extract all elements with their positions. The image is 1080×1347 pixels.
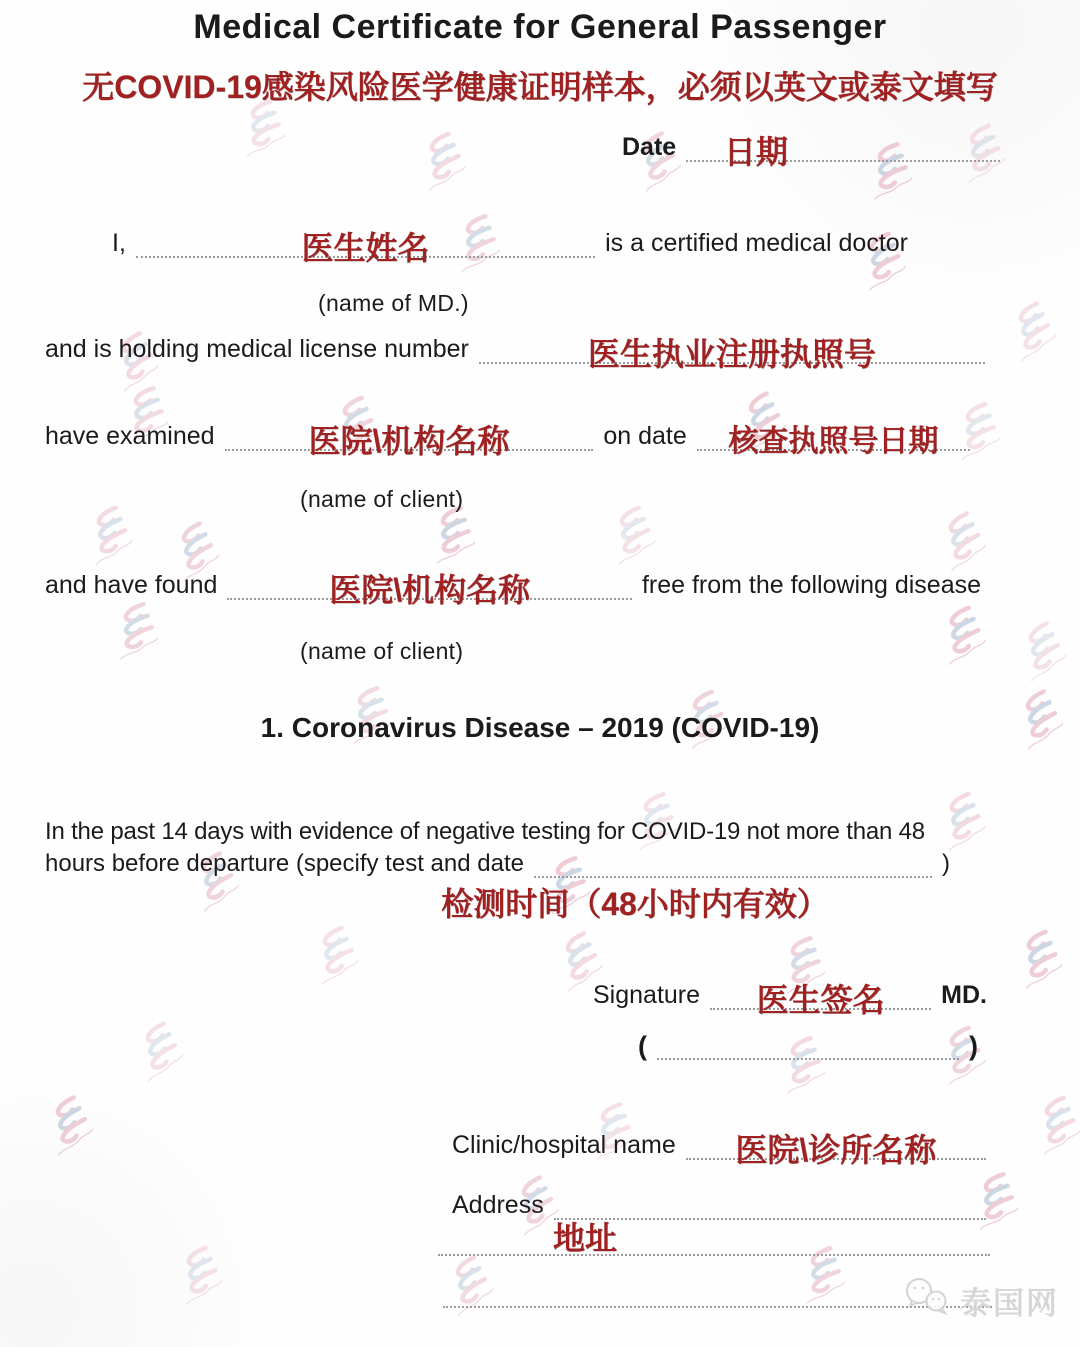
signature-label: Signature: [593, 981, 701, 1010]
signature-paren-row: [638, 1030, 978, 1060]
doctor-name-fill-line: [136, 216, 595, 266]
signature-name-fill-line: [657, 1030, 959, 1060]
license-number-annotation: 医生执业注册执照号: [587, 336, 876, 372]
clinic-annotation: 医院\诊所名称: [735, 1132, 937, 1168]
address-label: Address: [452, 1191, 544, 1220]
footer-logo: [902, 1274, 1072, 1326]
name-of-client-caption-2: (name of client): [300, 638, 464, 664]
doctor-row-prefix: I,: [112, 229, 126, 258]
close-paren: ): [969, 1031, 978, 1061]
found-row-label: and have found: [45, 571, 218, 600]
chat-bubbles-icon: [902, 1276, 954, 1325]
found-name-fill-line: [227, 558, 632, 608]
examined-row-label: have examined: [45, 422, 215, 451]
signature-fill-line: [710, 968, 931, 1018]
examined-name-fill-line: [225, 409, 594, 459]
examined-name-annotation: 医院\机构名称: [308, 423, 510, 459]
found-row: [45, 558, 981, 608]
watermark-swirl-logo: [1030, 1092, 1080, 1158]
watermark-swirl-logo: [1012, 926, 1068, 992]
test-date-fill-line: [534, 846, 932, 878]
date-label: Date: [622, 133, 677, 162]
watermark-swirl-logo: [442, 1252, 498, 1318]
examined-row: [45, 409, 970, 459]
paragraph-line-1: In the past 14 days with evidence of negative testing for COVID-19 not more than 48: [45, 818, 925, 845]
watermark-swirl-logo: [1005, 298, 1061, 364]
address-row: [452, 1178, 986, 1220]
section-heading-covid: 1. Coronavirus Disease – 2019 (COVID-19): [260, 712, 820, 743]
watermark-swirl-logo: [132, 1018, 188, 1084]
name-of-md-caption: (name of MD.): [318, 290, 469, 316]
on-date-label: on date: [603, 422, 687, 451]
test-time-annotation: 检测时间（48小时内有效）: [441, 886, 829, 922]
watermark-swirl-logo: [935, 788, 991, 854]
watermark-swirl-logo: [1015, 618, 1071, 684]
examined-date-annotation: 核查执照号日期: [728, 425, 939, 458]
subtitle-chinese: 无COVID-19感染风险医学健康证明样本，必须以英文或泰文填写: [82, 69, 998, 105]
watermark-swirl-logo: [935, 602, 991, 668]
paragraph-close-paren: ): [942, 850, 950, 878]
watermark-swirl-logo: [415, 128, 471, 194]
open-paren: (: [638, 1031, 647, 1061]
watermark-swirl-logo: [308, 922, 364, 988]
license-number-row: [45, 322, 985, 372]
clinic-fill-line: [686, 1118, 986, 1168]
watermark-swirl-logo: [42, 1092, 98, 1158]
watermark-swirl-logo: [172, 1242, 228, 1308]
address-annotation: 地址: [553, 1220, 618, 1256]
license-row-label: and is holding medical license number: [45, 335, 469, 364]
document-title: Medical Certificate for General Passenger: [193, 8, 887, 46]
examined-date-fill-line: [697, 409, 970, 458]
md-label: MD.: [941, 981, 987, 1010]
date-row: [622, 120, 1000, 170]
doctor-name-row: [112, 216, 908, 266]
address-extra-line-1: [438, 1254, 990, 1256]
doctor-row-suffix: is a certified medical doctor: [605, 229, 908, 258]
watermark-swirl-logo: [108, 598, 164, 664]
signature-row: [593, 968, 987, 1018]
date-annotation: 日期: [723, 134, 788, 170]
date-fill-line: [686, 120, 1000, 170]
found-name-annotation: 医院\机构名称: [329, 572, 531, 608]
signature-annotation: 医生签名: [756, 982, 885, 1018]
found-row-suffix: free from the following disease: [641, 571, 981, 600]
name-of-client-caption-1: (name of client): [300, 486, 464, 512]
clinic-label: Clinic/hospital name: [452, 1131, 676, 1160]
paragraph-line-2-prefix: hours before departure (specify test and date: [45, 850, 524, 878]
watermark-swirl-logo: [795, 1242, 851, 1308]
clinic-row: [452, 1118, 986, 1168]
paragraph-line-2: [45, 846, 950, 878]
doctor-name-annotation: 医生姓名: [301, 230, 430, 266]
license-number-fill-line: [479, 322, 985, 372]
address-fill-line: [554, 1178, 986, 1220]
footer-logo-text: 泰国网: [960, 1285, 1059, 1321]
